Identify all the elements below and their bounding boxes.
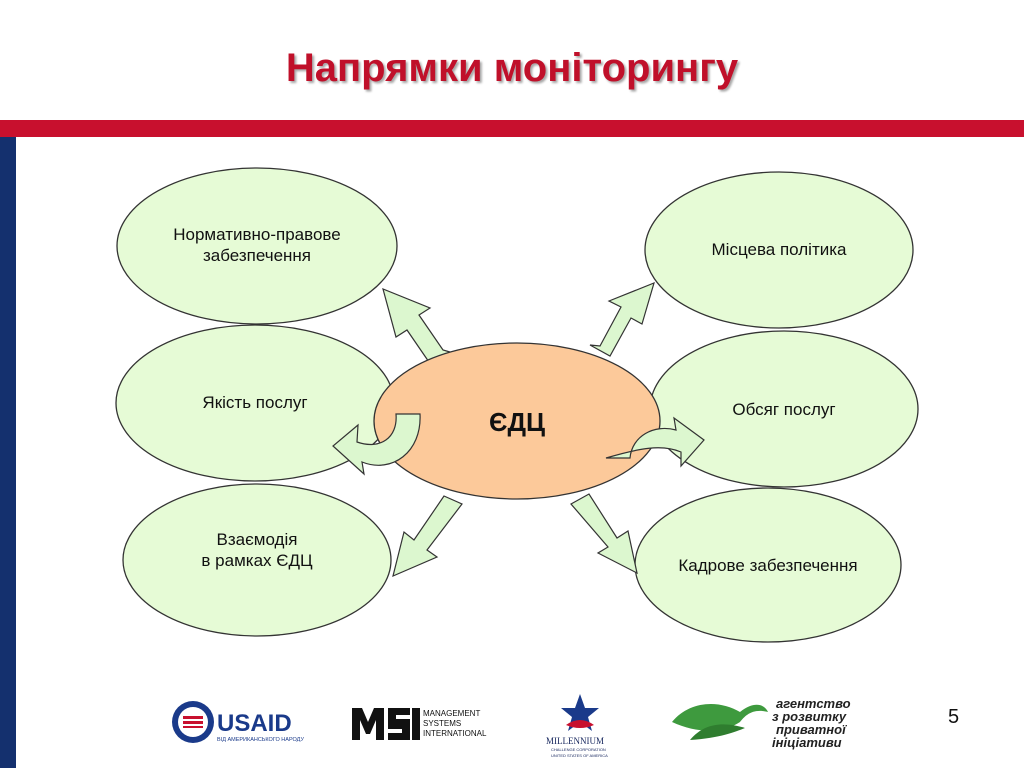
agency-logo bbox=[672, 696, 851, 750]
label-mid-left: Якість послуг bbox=[202, 392, 308, 412]
mcc-logo bbox=[546, 694, 608, 758]
msi-line-3: INTERNATIONAL bbox=[423, 729, 487, 738]
page-number: 5 bbox=[948, 706, 960, 728]
bubble-mid-right bbox=[650, 331, 918, 487]
page-title: Напрямки моніторингу bbox=[285, 46, 739, 90]
bubble-top-right bbox=[645, 172, 913, 328]
label-mid-right: Обсяг послуг bbox=[732, 399, 836, 419]
label-top-right: Місцева політика bbox=[711, 239, 847, 259]
usaid-wordmark: USAID bbox=[217, 710, 292, 737]
agency-line-1: агентство bbox=[776, 696, 851, 711]
agency-line-3: приватної bbox=[776, 722, 846, 737]
bubble-bottom-left bbox=[123, 484, 391, 636]
label-bottom-right: Кадрове забезпечення bbox=[678, 555, 858, 575]
msi-line-1: MANAGEMENT bbox=[423, 709, 481, 718]
arrow-to-top-right bbox=[590, 283, 654, 356]
bubble-bottom-right bbox=[635, 488, 901, 642]
arrow-to-top-left bbox=[383, 289, 450, 365]
usaid-subtitle: ВІД АМЕРИКАНСЬКОГО НАРОДУ bbox=[217, 737, 304, 743]
msi-logo bbox=[352, 708, 487, 740]
usaid-logo bbox=[172, 701, 304, 743]
agency-line-4: ініціативи bbox=[772, 735, 842, 750]
mcc-country: UNITED STATES OF AMERICA bbox=[551, 753, 608, 758]
bubble-top-left bbox=[117, 168, 397, 324]
label-bottom-left: Взаємодія в рамках ЄДЦ bbox=[201, 529, 313, 570]
msi-line-2: SYSTEMS bbox=[423, 719, 462, 728]
arrow-to-bottom-right bbox=[571, 494, 637, 573]
arrow-to-bottom-left bbox=[393, 496, 462, 576]
mcc-title: MILLENNIUM bbox=[546, 736, 604, 746]
center-label: ЄДЦ bbox=[488, 407, 545, 438]
agency-line-2: з розвитку bbox=[772, 709, 847, 724]
mcc-subtitle: CHALLENGE CORPORATION bbox=[551, 747, 606, 752]
label-top-left: Нормативно-правове забезпечення bbox=[173, 224, 341, 265]
